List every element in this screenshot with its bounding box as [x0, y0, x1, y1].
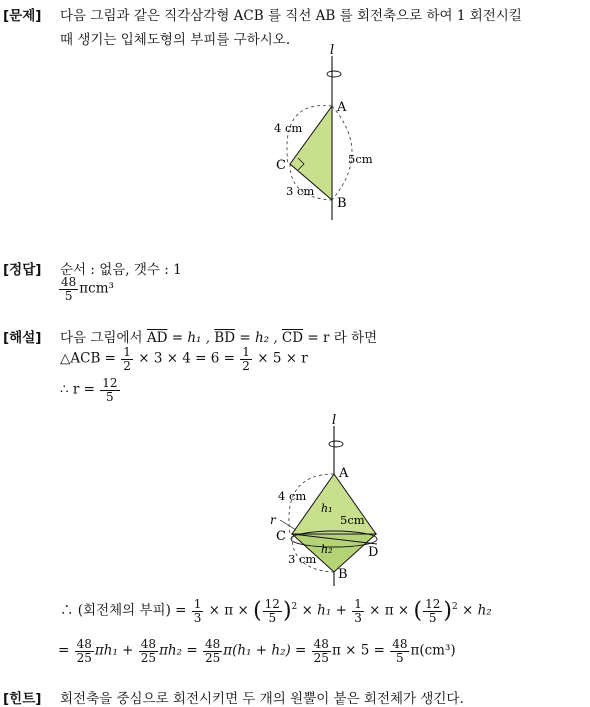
- h1-label: h₁: [321, 502, 333, 515]
- point-c-label: C: [276, 529, 286, 544]
- point-d-label: D: [368, 545, 379, 560]
- explanation-line-3: ∴ r = $\frac{12}{5}$: [60, 376, 118, 404]
- point-a-label: A: [337, 100, 347, 115]
- volume-line-2: = $\frac{48}{25}$ πh₁ + $\frac{48}{25}$ πh₂ = $\frac{48}{25}$ π(h₁ + h₂) = $\frac{48}{25}$ π × 5 = $\frac{48}{5}$ π(cm³): [58, 637, 456, 665]
- problem-line-1: 다음 그림과 같은 직각삼각형 ACB 를 직선 AB 를 회전축으로 하여 1 회전시킬: [60, 8, 522, 24]
- explanation-line-1: 다음 그림에서 $\overline{AD} = h_1$ , $\overline{BD} = h_2$ , $\overline{CD} = r$ 라 하면: [60, 330, 378, 346]
- radius-label: r: [270, 513, 276, 527]
- problem-line-2: 때 생기는 입체도형의 부피를 구하시오.: [60, 32, 291, 48]
- length-cb-label: 3 cm: [288, 552, 317, 566]
- length-cb-label: 3 cm: [286, 184, 315, 198]
- answer-fraction: $\frac{48}{5}$: [61, 275, 77, 303]
- segment-cd: $\overline{CD}$: [281, 330, 304, 346]
- axis-label: l: [332, 414, 337, 428]
- rotation-arrow-icon: [327, 71, 341, 77]
- h2-label: h₂: [321, 543, 333, 556]
- explanation-line-2: △ACB = $\frac{1}{2}$ × 3 × 4 = 6 = $\frac{1}{2}$ × 5 × r: [60, 345, 308, 373]
- length-ab-label: 5cm: [348, 152, 373, 166]
- explanation-tag: [해설]: [3, 330, 42, 346]
- length-ac-label: 4 cm: [278, 489, 307, 503]
- rotation-arrow-icon: [329, 441, 343, 447]
- length-ab-label: 5cm: [340, 513, 365, 527]
- figure-1-triangle: [260, 42, 400, 222]
- segment-bd: $\overline{BD}$: [214, 330, 236, 346]
- problem-tag: [문제]: [3, 8, 42, 24]
- answer-order-text: 순서 : 없음, 갯수 : 1: [60, 262, 182, 278]
- answer-unit: πcm³: [79, 280, 114, 297]
- figure-2-double-cone: [262, 414, 422, 589]
- segment-ad: $\overline{AD}$: [146, 330, 168, 346]
- answer-tag: [정답]: [3, 262, 42, 278]
- axis-label: l: [330, 43, 335, 58]
- volume-line-1: ∴ (회전체의 부피) = $\frac{1}{3}$ × π × ( $\frac{12}{5}$ )$^2$ × h₁ + $\frac{1}{3}$ × π × ( $\frac{12}{5}$ )$^2$ × h₂: [60, 597, 492, 625]
- point-a-label: A: [339, 466, 349, 481]
- point-b-label: B: [337, 196, 347, 211]
- hint-tag: [힌트]: [3, 691, 42, 707]
- length-ac-label: 4 cm: [274, 121, 303, 135]
- point-c-label: C: [276, 158, 286, 173]
- point-b-label: B: [338, 567, 348, 582]
- hint-text: 회전축을 중심으로 회전시키면 두 개의 원뿔이 붙은 회전체가 생긴다.: [60, 691, 464, 707]
- answer-value: [58, 276, 114, 302]
